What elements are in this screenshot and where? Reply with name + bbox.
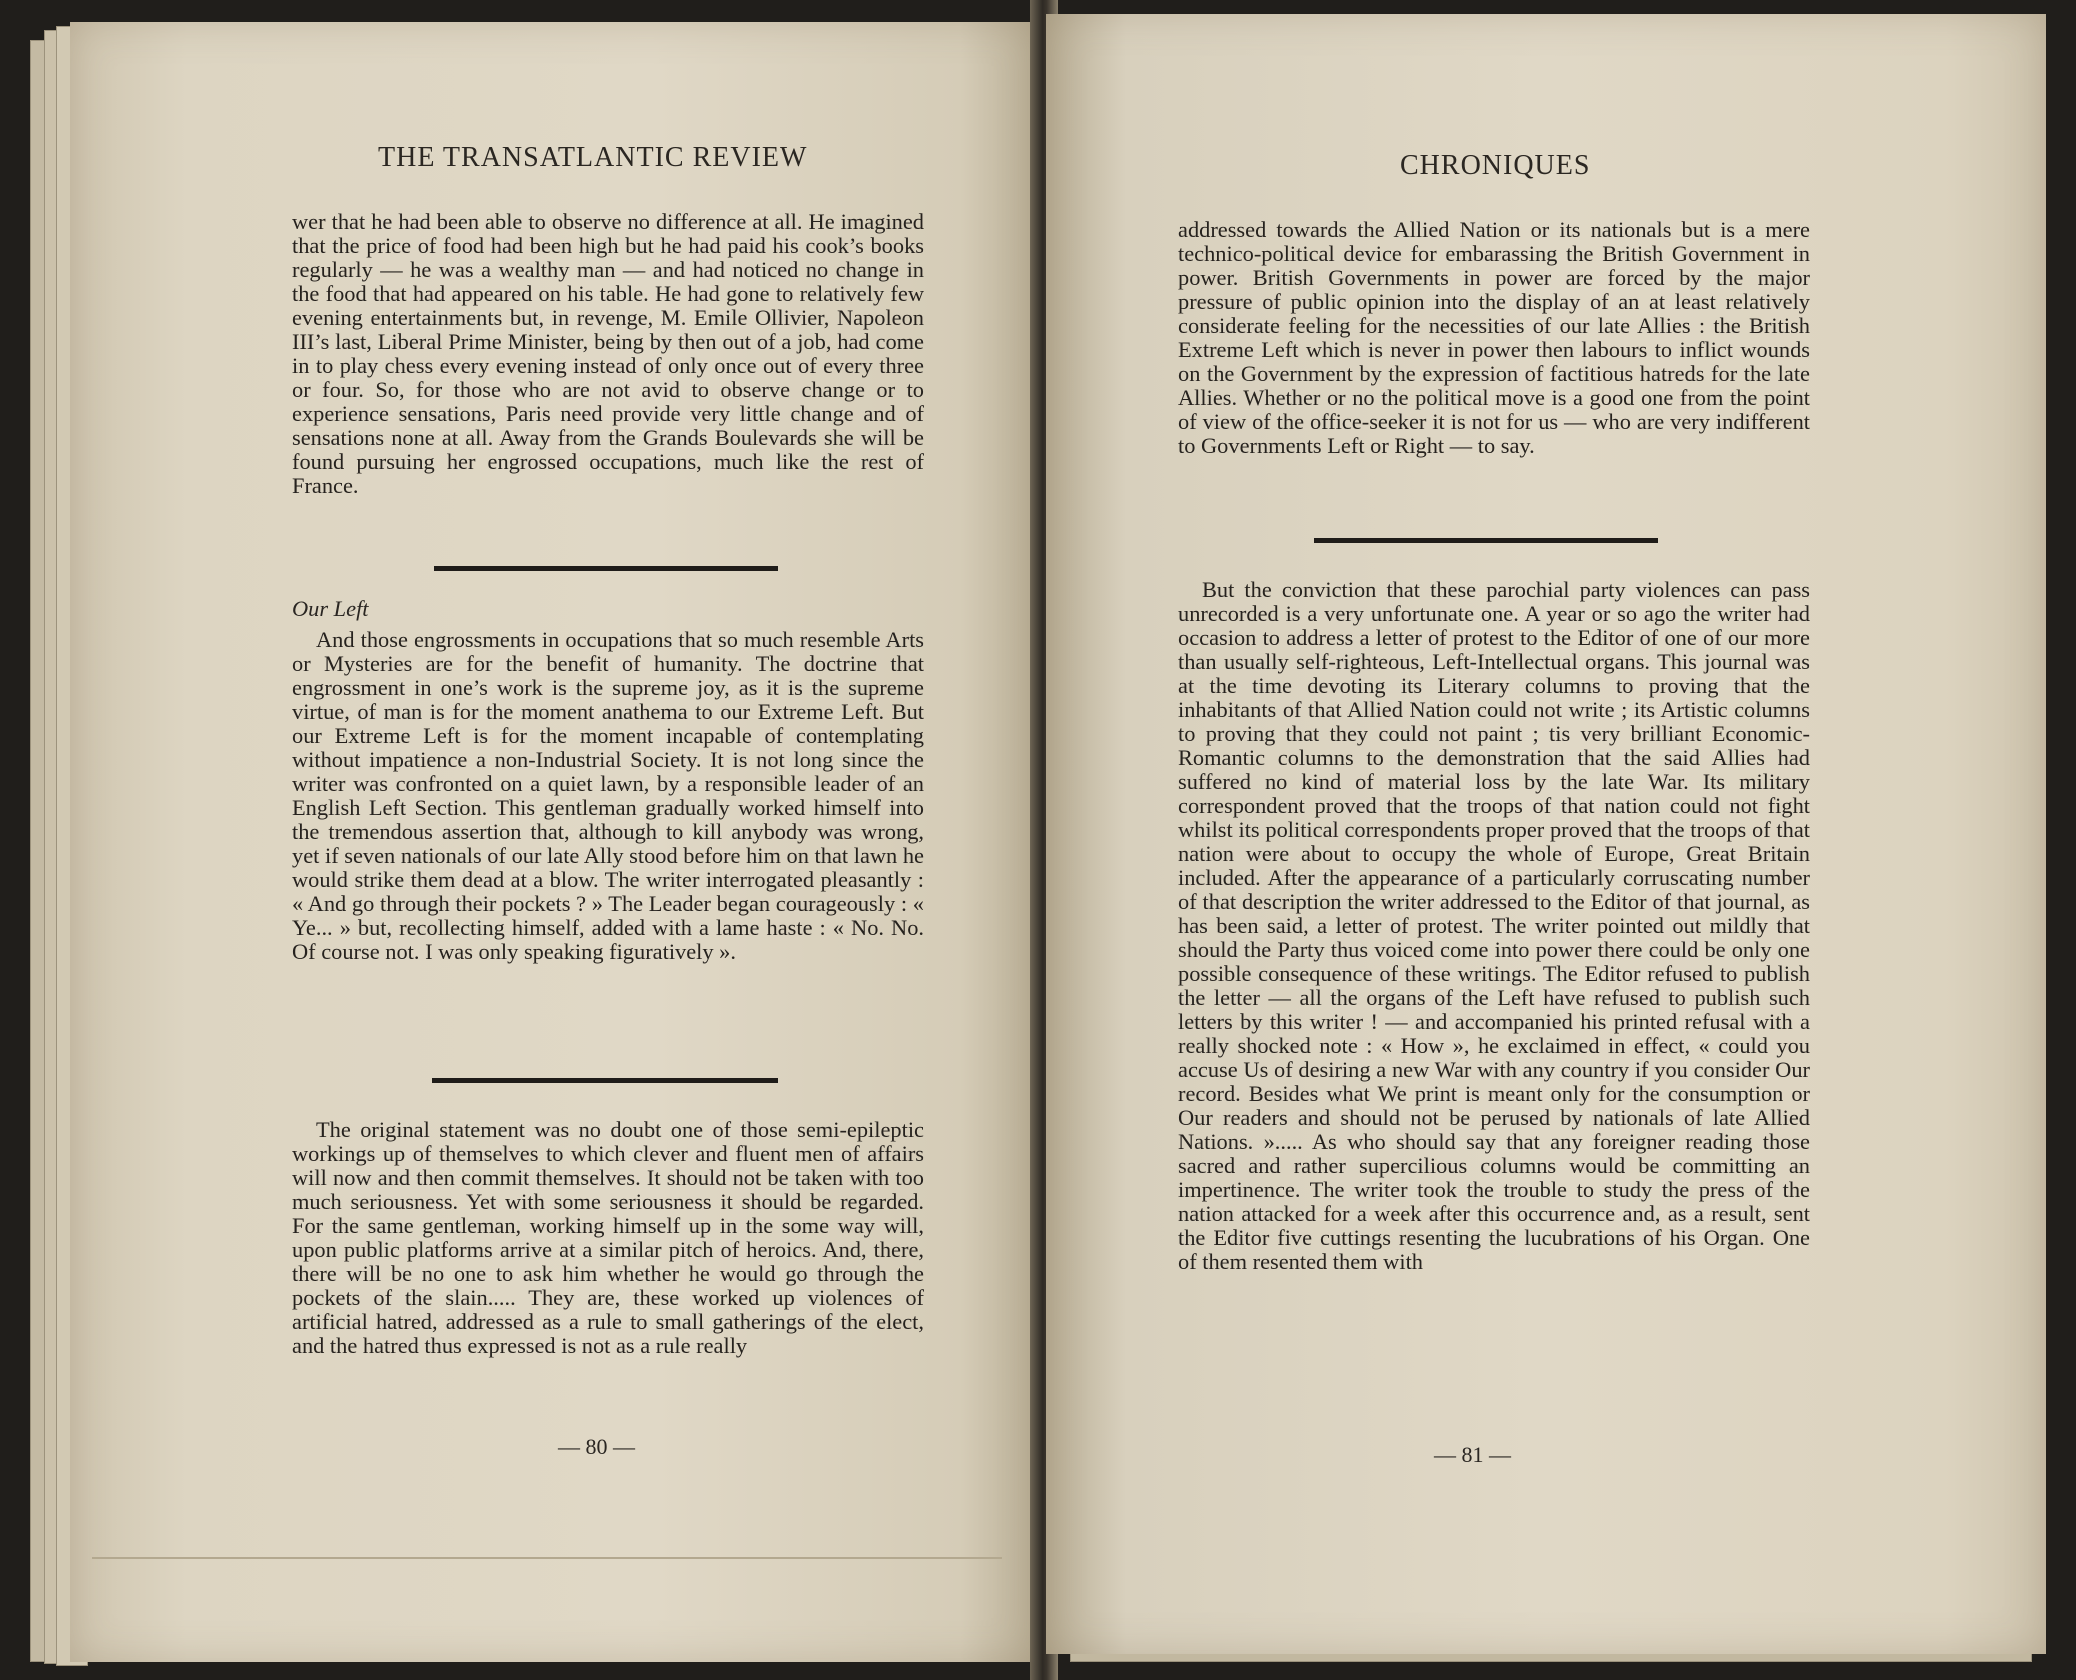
body-paragraph [292, 628, 924, 964]
left-page [70, 22, 1038, 1662]
page-number: — 81 — [1434, 1442, 1511, 1467]
section-divider [432, 1078, 778, 1083]
section-divider [434, 566, 778, 571]
section-divider [1314, 538, 1658, 543]
body-paragraph [1178, 218, 1810, 458]
body-paragraph [1178, 578, 1810, 1274]
opening-paragraph: wer that he had been able to observe no difference at all. He imagined that the price of food had been high but he had paid his cook’s books regularly — he was a wealthy man — and had noticed no change in the food that had appeared on his table. He had gone to relatively few evening entertainments but, in revenge, M. Emile Ollivier, Napoleon III’s last, Liberal Prime Minister, being by then out of a job, had come in to play chess every evening instead of only once out of every three or four. So, for those who are not avid to observe change or to experience sensations, Paris need provide very little change and of sensations none at all. Away from the Grands Boulevards she will be found pursuing her engrossed occupations, much like the rest of France. [292, 209, 924, 498]
right-page [1046, 14, 2046, 1654]
running-head: CHRONIQUES [1400, 150, 1591, 181]
body-paragraph [292, 1118, 924, 1358]
running-head: THE TRANSATLANTIC REVIEW [378, 142, 808, 173]
page-number: — 80 — [558, 1434, 635, 1459]
body-paragraph [292, 210, 924, 498]
closing-paragraph: But the conviction that these parochial party violences can pass unrecorded is a very unfortunate one. A year or so ago the writer had occasion to address a letter of protest to the Editor of one of our more than usually self-righteous, Left-Intellectual organs. This journal was at the time devoting its Literary columns to proving that the inhabitants of that Allied Nation could not write ; its Artistic columns to proving that they could not paint ; tis very brilliant Economic-Romantic columns to the demonstration that the said Allies had suffered no kind of material loss by the late War. Its military correspondent proved that the troops of that nation could not fight whilst its political correspondents proper proved that the troops of that nation were about to occupy the whole of Europe, Great Britain included. After the appearance of a particularly corruscating number of that description the writer addressed to the Editor of that journal, as has been said, a letter of protest. The writer pointed out mildly that should the Party thus voiced come into power there could be only one possible consequence of these writings. The Editor refused to publish the letter — all the organs of the Left have refused to publish such letters by this writer ! — and accompanied his printed refusal with a really shocked note : « How », he exclaimed in effect, « could you accuse Us of desiring a new War with any country if you consider Our record. Besides what We print is meant only for the consumption or Our readers and should not be perused by nationals of late Allied Nations. »..... As who should say that any foreigner reading those sacred and rather supercilious columns would be committing an impertinence. The writer took the trouble to study the press of the nation attacked for a week after this occurrence and, as a result, sent the Editor five cuttings resenting the lucubrations of his Organ. One of them resented them with [1178, 577, 1810, 1274]
section-paragraph: And those engrossments in occupations that so much resemble Arts or Mysteries are for the benefit of humanity. The doctrine that engrossment in one’s work is the supreme joy, as it is the supreme virtue, of man is for the moment anathema to our Extreme Left. But our Extreme Left is for the moment incapable of contemplating without impatience a non-Industrial Society. It is not long since the writer was confronted on a quiet lawn, by a responsible leader of an English Left Section. This gentleman gradually worked himself into the tremendous assertion that, although to kill anybody was wrong, yet if seven nationals of our late Ally stood before him on that lawn he would strike them dead at a blow. The writer interrogated pleasantly : « And go through their pockets ? » The Leader began courageously : « Ye... » but, recollecting himself, added with a lame haste : « No. No. Of course not. I was only speaking figuratively ». [292, 627, 924, 964]
section-title: Our Left [292, 596, 369, 621]
opening-paragraph: addressed towards the Allied Nation or its nationals but is a mere technico-political device for embarassing the British Government in power. British Governments in power are forced by the major pressure of public opinion into the display of an at least relatively considerate feeling for the necessities of our late Allies : the British Extreme Left which is never in power then labours to inflict wounds on the Government by the expression of factitious hatreds for the late Allies. Whether or no the political move is a good one from the point of view of the office-seeker it is not for us — who are very indifferent to Governments Left or Right — to say. [1178, 217, 1810, 458]
margin-line [92, 1557, 1002, 1559]
closing-paragraph: The original statement was no doubt one of those semi-epileptic workings up of themselves to which clever and fluent men of affairs will now and then commit themselves. It should not be taken with too much seriousness. Yet with some seriousness it should be regarded. For the same gentleman, working himself up in the some way will, upon public platforms arrive at a similar pitch of heroics. And, there, there will be no one to ask him whether he would go through the pockets of the slain..... They are, these worked up violences of artificial hatred, addressed as a rule to small gatherings of the elect, and the hatred thus expressed is not as a rule really [292, 1117, 924, 1358]
